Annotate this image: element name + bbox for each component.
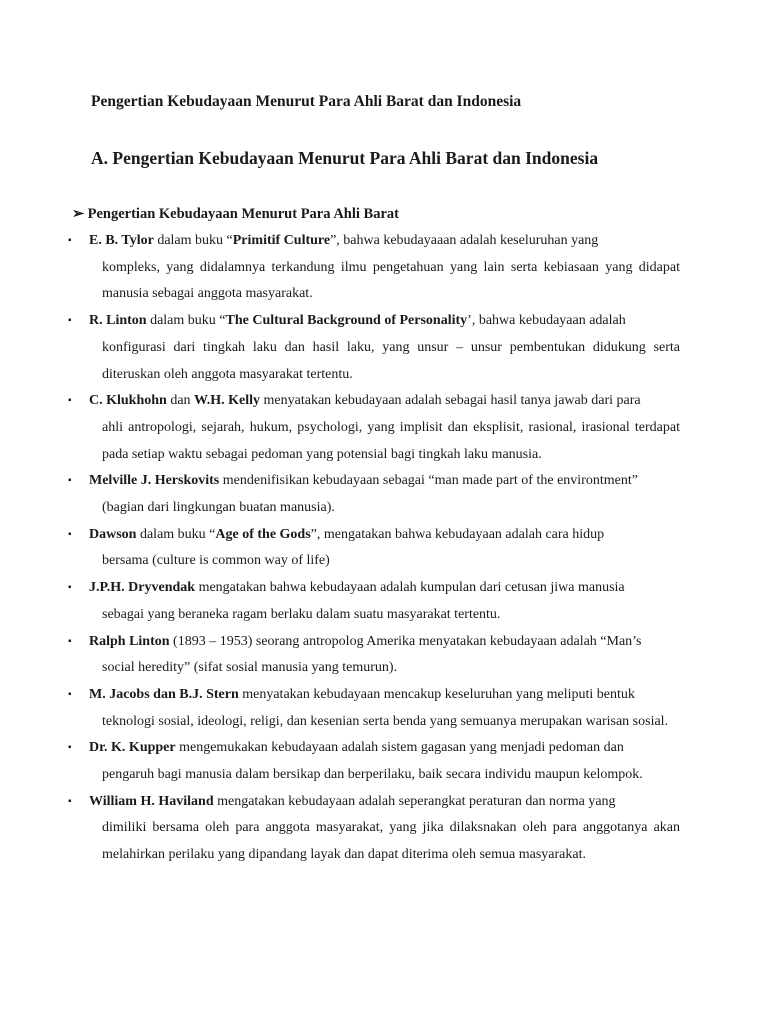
list-item-text — [90, 735, 680, 762]
list-item-continuation: ahli antropologi, sejarah, hukum, psychologi, yang implisit dan eksplisit, rasional, irasional terdapat pada setiap waktu sebagai pedoman yang potensial bagi tingkah laku manusia. — [102, 419, 680, 462]
section-heading: A. Pengertian Kebudayaan Menurut Para Ahli Barat dan Indonesia — [91, 148, 599, 168]
list-item — [68, 789, 680, 869]
item-text: mengemukakan kebudayaan adalah sistem gagasan yang menjadi pedoman dan — [175, 740, 624, 756]
arrow-bullet-icon: ➢ — [72, 206, 85, 222]
square-bullet-icon: ▪ — [68, 475, 72, 487]
square-bullet-icon: ▪ — [68, 395, 72, 407]
list-item — [68, 682, 680, 735]
list-item-continuation: konfigurasi dari tingkah laku dan hasil laku, yang unsur – unsur pembentukan didukung serta diteruskan oleh anggota masyarakat tertentu. — [102, 339, 680, 382]
item-text: dan — [166, 393, 195, 409]
list-item-continuation: dimiliki bersama oleh para anggota masyarakat, yang jika dilaksnakan oleh para anggotanya akan melahirkan perilaku yang dipandang layak dan dapat diterima oleh semua masyarakat. — [102, 820, 680, 863]
list-item-text — [90, 522, 680, 549]
expert-name: Melville J. Herskovits — [89, 473, 220, 489]
square-bullet-icon: ▪ — [68, 528, 72, 540]
list-item — [68, 629, 680, 682]
list-item — [68, 575, 680, 628]
list-item — [68, 388, 680, 468]
item-text: menyatakan kebudayaan adalah sebagai hasil tanya jawab dari para — [260, 393, 641, 409]
book-title: Age of the Gods — [215, 526, 311, 542]
list-item-continuation: bersama (culture is common way of life) — [102, 553, 330, 569]
item-text: menyatakan kebudayaan mencakup keseluruhan yang meliputi bentuk — [238, 686, 635, 702]
expert-name: Ralph Linton — [89, 633, 170, 649]
item-text: dalam buku “ — [153, 233, 233, 248]
list-item-text — [90, 629, 680, 656]
list-item-text — [90, 682, 680, 709]
document-title: Pengertian Kebudayaan Menurut Para Ahli Barat dan Indonesia — [91, 93, 522, 110]
square-bullet-icon: ▪ — [68, 582, 72, 594]
list-item-text — [90, 789, 680, 816]
square-bullet-icon: ▪ — [68, 795, 72, 807]
expert-name: R. Linton — [89, 313, 147, 329]
square-bullet-icon: ▪ — [68, 742, 72, 754]
item-text: ”, bahwa kebudayaaan adalah keseluruhan yang — [330, 233, 599, 248]
list-item-text — [90, 575, 680, 602]
item-text: dalam buku “ — [146, 313, 226, 329]
expert-name: William H. Haviland — [89, 793, 214, 809]
list-item — [68, 468, 680, 521]
item-text: mengatakan bahwa kebudayaan adalah kumpulan dari cetusan jiwa manusia — [195, 580, 625, 596]
sub-heading — [72, 206, 399, 223]
list-item-text — [90, 228, 680, 255]
list-item-text — [90, 388, 680, 415]
square-bullet-icon: ▪ — [68, 235, 72, 246]
expert-name: E. B. Tylor — [89, 233, 154, 248]
list-item-continuation: teknologi sosial, ideologi, religi, dan kesenian serta benda yang semuanya merupakan warisan sosial. — [102, 713, 669, 729]
expert-name: Dr. K. Kupper — [89, 740, 176, 756]
list-item-continuation: (bagian dari lingkungan buatan manusia). — [102, 500, 335, 516]
item-text: dalam buku “ — [136, 526, 216, 542]
list-item — [68, 735, 680, 788]
expert-name: M. Jacobs dan B.J. Stern — [89, 686, 239, 702]
expert-name-2: W.H. Kelly — [194, 393, 261, 409]
list-item — [68, 228, 680, 308]
list-item-continuation: sebagai yang beraneka ragam berlaku dalam suatu masyarakat tertentu. — [102, 606, 501, 622]
expert-name: J.P.H. Dryvendak — [89, 580, 196, 596]
list-item — [68, 308, 680, 388]
item-text: ”, mengatakan bahwa kebudayaan adalah cara hidup — [310, 526, 605, 542]
item-text: (1893 – 1953) seorang antropolog Amerika menyatakan kebudayaan adalah “Man’s — [169, 633, 642, 649]
definition-list — [68, 228, 680, 869]
list-item-continuation: pengaruh bagi manusia dalam bersikap dan berperilaku, baik secara individu maupun kelompok. — [102, 767, 643, 783]
expert-name: C. Klukhohn — [89, 393, 167, 409]
square-bullet-icon: ▪ — [68, 315, 72, 327]
list-item-continuation: kompleks, yang didalamnya terkandung ilmu pengetahuan yang lain serta kebiasaan yang didapat manusia sebagai anggota masyarakat. — [102, 259, 680, 302]
sub-heading-text: Pengertian Kebudayaan Menurut Para Ahli Barat — [87, 206, 399, 222]
list-item-text — [90, 468, 680, 495]
expert-name: Dawson — [89, 526, 137, 542]
item-text: ’, bahwa kebudayaan adalah — [467, 313, 626, 329]
item-text: mendenifisikan kebudayaan sebagai “man made part of the environtment” — [219, 473, 638, 489]
list-item-continuation: social heredity” (sifat sosial manusia yang temurun). — [102, 660, 398, 676]
list-item — [68, 522, 680, 575]
square-bullet-icon: ▪ — [68, 635, 72, 647]
list-item-text — [90, 308, 680, 335]
book-title: The Cultural Background of Personality — [225, 313, 468, 329]
square-bullet-icon: ▪ — [68, 688, 72, 700]
item-text: mengatakan kebudayaan adalah seperangkat peraturan dan norma yang — [213, 793, 616, 809]
book-title: Primitif Culture — [232, 233, 331, 248]
